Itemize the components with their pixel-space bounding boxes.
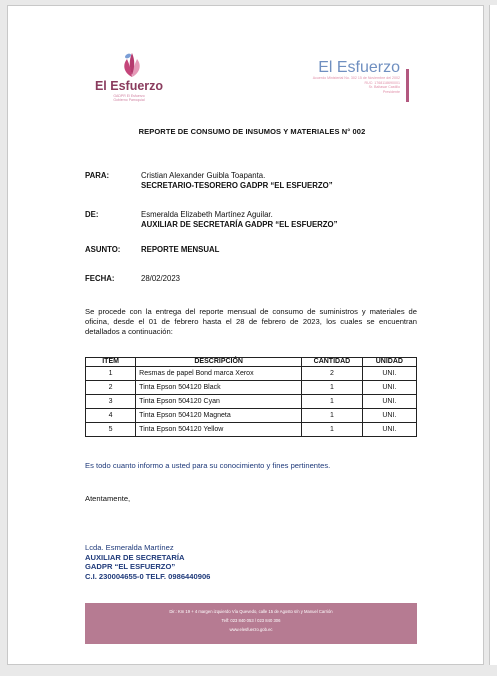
table-cell: UNI. [362, 395, 416, 409]
header-accent-bar [406, 69, 409, 102]
footer-website: www.elesfuerzo.gob.ec [229, 627, 273, 632]
footer-band [85, 603, 417, 644]
items-table [85, 357, 417, 437]
table-row [86, 423, 417, 437]
table-cell: Tinta Epson 504120 Yellow [136, 423, 302, 437]
table-cell: 1 [302, 409, 362, 423]
table-header: UNIDAD [362, 358, 416, 367]
signature-role: AUXILIAR DE SECRETARÍA [85, 552, 185, 562]
body-paragraph: Se procede con la entrega del reporte mensual de consumo de suministros y materiales de oficina, desde el 01 de febrero hasta el 28 de febrero de 2023, los cuales se encuentran detallados a continuación: [85, 307, 417, 336]
table-cell: 1 [302, 381, 362, 395]
table-cell: Resmas de papel Bond marca Xerox [136, 367, 302, 381]
left-logo-name: El Esfuerzo [94, 79, 164, 93]
table-cell: Tinta Epson 504120 Black [136, 381, 302, 395]
table-cell: 1 [302, 423, 362, 437]
footer-address: Dir.: Km 19 + 4 margen izquierdo Vía Quevedo, calle 15 de Agosto s/n y Manuel Carrión [169, 609, 333, 614]
table-row [86, 367, 417, 381]
table-cell: UNI. [362, 409, 416, 423]
table-header: DESCRIPCIÓN [136, 358, 302, 367]
table-cell: 3 [86, 395, 136, 409]
fecha-value: 28/02/2023 [141, 274, 181, 283]
table-header-row [86, 358, 417, 367]
asunto-value: REPORTE MENSUAL [141, 245, 220, 254]
header-meta-line: Presidente [382, 89, 400, 94]
de-label: DE: [85, 210, 99, 219]
table-cell: 5 [86, 423, 136, 437]
next-page-edge [489, 5, 497, 665]
table-row [86, 395, 417, 409]
de-role: AUXILIAR DE SECRETARÍA GADPR “EL ESFUERZO” [141, 219, 338, 229]
para-name: Cristian Alexander Guibla Toapanta. [141, 171, 266, 180]
signature-org: GADPR “EL ESFUERZO” [85, 562, 176, 572]
table-cell: UNI. [362, 367, 416, 381]
header-right [260, 60, 400, 94]
header-meta-line: RUC: 1768118690001 [364, 80, 400, 85]
left-logo [90, 51, 168, 103]
asunto-label: ASUNTO: [85, 245, 121, 254]
table-cell: 2 [302, 367, 362, 381]
table-cell: 1 [86, 367, 136, 381]
table-header: ITEM [86, 358, 136, 367]
table-cell: 2 [86, 381, 136, 395]
header-meta-line: Acuerdo Ministerial No. 302 15 de Noviembre del 2002 [312, 76, 400, 80]
flower-logo-icon [120, 51, 144, 79]
fecha-label: FECHA: [85, 274, 115, 283]
de-value [141, 210, 338, 229]
table-cell: UNI. [362, 423, 416, 437]
header-right-name: El Esfuerzo [318, 59, 400, 76]
table-cell: Tinta Epson 504120 Cyan [136, 395, 302, 409]
para-value [141, 171, 333, 190]
signature-contact: C.I. 230004655-0 TELF. 0986440906 [85, 571, 211, 581]
table-header: CANTIDAD [302, 358, 362, 367]
header-meta-line: Sr. Baltasar Castillo [368, 85, 400, 90]
table-cell: UNI. [362, 381, 416, 395]
signature-name: Lcda. Esmeralda Martínez [85, 543, 174, 552]
document-page [7, 5, 484, 665]
left-logo-subtitle: GADPR El Esfuerzo Gobierno Parroquial [113, 94, 145, 102]
signature-block [85, 543, 210, 581]
table-cell: Tinta Epson 504120 Magneta [136, 409, 302, 423]
para-label: PARA: [85, 171, 110, 180]
closing-line: Es todo cuanto informo a usted para su conocimiento y fines pertinentes. [85, 461, 331, 470]
footer-phone: Telf: 023 840 053 / 023 840 306 [221, 618, 281, 623]
regards-line: Atentamente, [85, 494, 131, 503]
para-role: SECRETARIO-TESORERO GADPR “EL ESFUERZO” [141, 180, 333, 190]
table-cell: 4 [86, 409, 136, 423]
de-name: Esmeralda Elizabeth Martínez Aguilar. [141, 210, 273, 219]
table-cell: 1 [302, 395, 362, 409]
document-title: REPORTE DE CONSUMO DE INSUMOS Y MATERIALES N° 002 [138, 127, 366, 136]
table-row [86, 409, 417, 423]
table-row [86, 381, 417, 395]
